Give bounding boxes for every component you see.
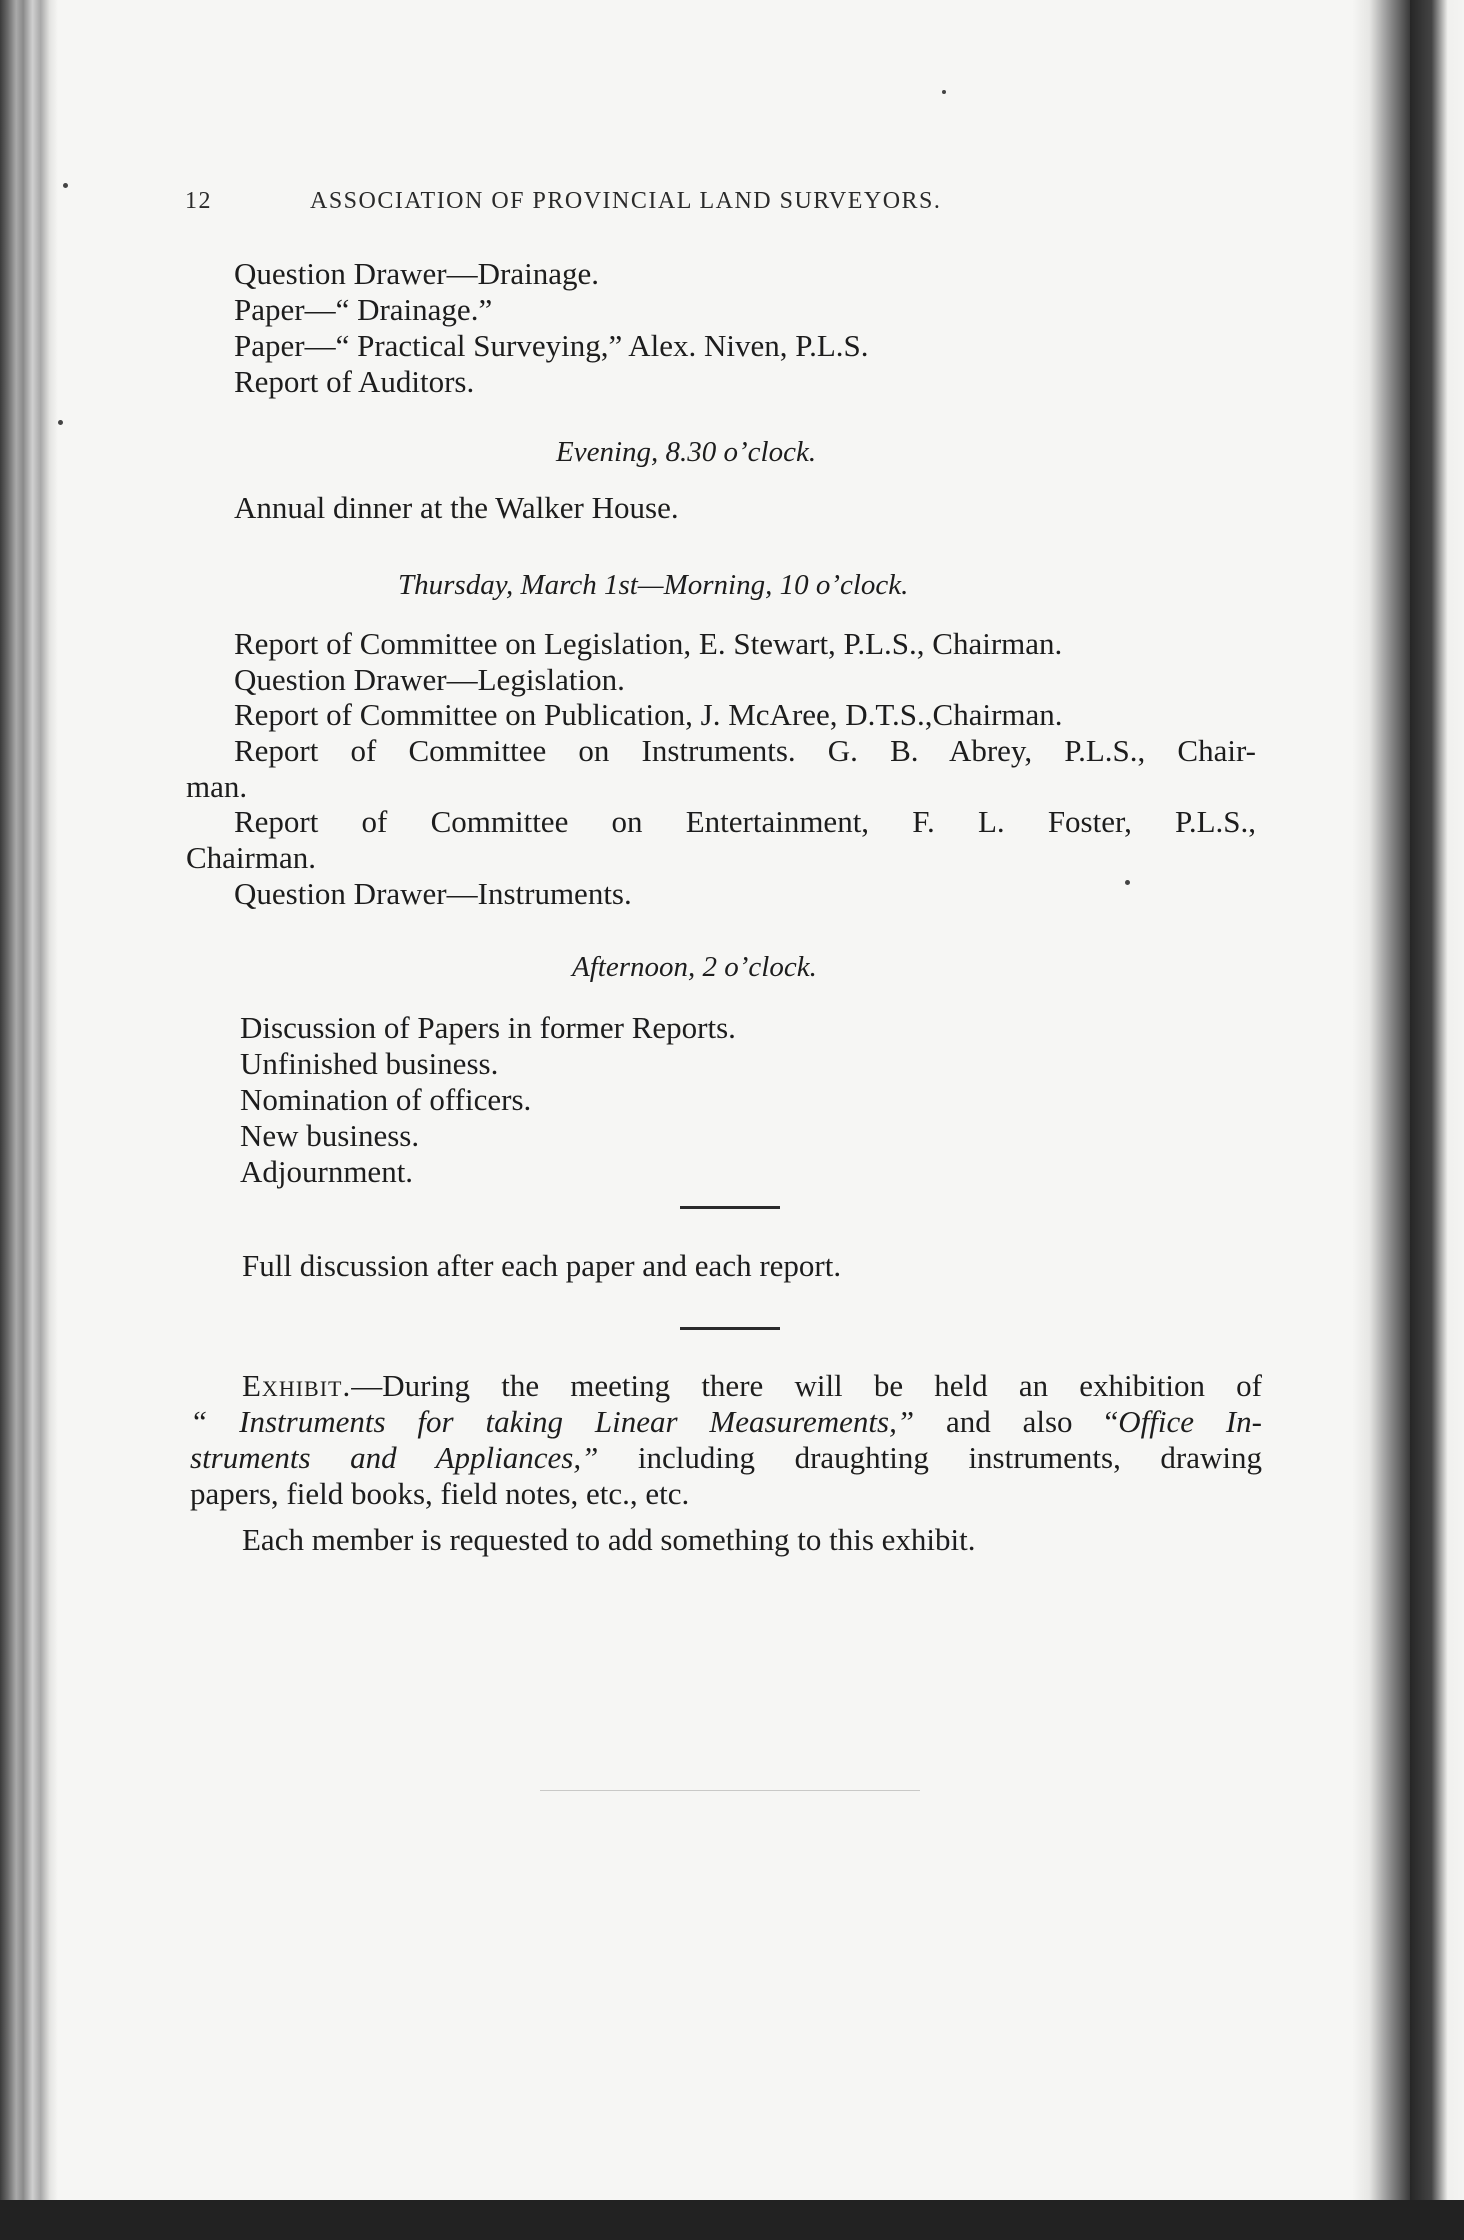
book-binding-edge [0, 0, 58, 2200]
agenda-item-continued: Chairman. [186, 840, 316, 875]
session-heading-evening: Evening, 8.30 o’clock. [556, 436, 817, 468]
agenda-item: Unfinished business. [240, 1046, 499, 1081]
speck [1125, 880, 1130, 885]
session-heading-afternoon: Afternoon, 2 o’clock. [572, 951, 817, 983]
agenda-item: Annual dinner at the Walker House. [234, 490, 679, 525]
agenda-item: Question Drawer—Drainage. [234, 256, 599, 291]
agenda-item: Report of Committee on Publication, J. McAree, D.T.S.,Chairman. [234, 697, 1063, 732]
agenda-item: Question Drawer—Instruments. [234, 876, 632, 911]
faint-show-through-rule [540, 1790, 920, 1791]
running-header [185, 188, 1185, 215]
page-right-edge [1352, 0, 1410, 2200]
exhibit-paragraph-line: Exhibit.—During the meeting there will be held an exhibition of [242, 1368, 1262, 1403]
agenda-item: Report of Committee on Legislation, E. Stewart, P.L.S., Chairman. [234, 626, 1063, 661]
adjacent-page-edge [1410, 0, 1464, 2200]
page-number: 12 [185, 188, 212, 214]
agenda-item: Paper—“ Drainage.” [234, 292, 493, 327]
agenda-item: Report of Committee on Instruments. G. B. Abrey, P.L.S., Chair- [234, 733, 1256, 768]
speck [58, 420, 63, 425]
speck [63, 183, 68, 188]
section-divider [680, 1327, 780, 1330]
exhibit-lead: Exhibit. [242, 1368, 352, 1403]
agenda-item: Report of Committee on Entertainment, F. L. Foster, P.L.S., [234, 804, 1256, 839]
agenda-item: Adjournment. [240, 1154, 414, 1189]
speck [942, 90, 946, 94]
section-divider [680, 1206, 780, 1209]
agenda-item: Paper—“ Practical Surveying,” Alex. Niven, P.L.S. [234, 328, 869, 363]
agenda-item: Question Drawer—Legislation. [234, 662, 625, 697]
agenda-item: New business. [240, 1118, 420, 1153]
agenda-item: Report of Auditors. [234, 364, 475, 399]
agenda-item: Nomination of officers. [240, 1082, 532, 1117]
exhibit-paragraph-line: papers, field books, field notes, etc., etc. [190, 1476, 690, 1511]
exhibit-closing: Each member is requested to add something to this exhibit. [242, 1522, 976, 1557]
exhibit-paragraph-line: struments and Appliances,” including draughting instruments, drawing [190, 1440, 1262, 1475]
discussion-note: Full discussion after each paper and each report. [242, 1248, 842, 1283]
session-heading-thursday: Thursday, March 1st—Morning, 10 o’clock. [398, 569, 909, 601]
exhibit-paragraph-line: “ Instruments for taking Linear Measurements,” and also “Office In- [190, 1404, 1263, 1439]
agenda-item: Discussion of Papers in former Reports. [240, 1010, 736, 1045]
running-title: ASSOCIATION OF PROVINCIAL LAND SURVEYORS. [310, 188, 942, 214]
scan-bottom-edge [0, 2200, 1464, 2240]
agenda-item-continued: man. [186, 769, 248, 804]
